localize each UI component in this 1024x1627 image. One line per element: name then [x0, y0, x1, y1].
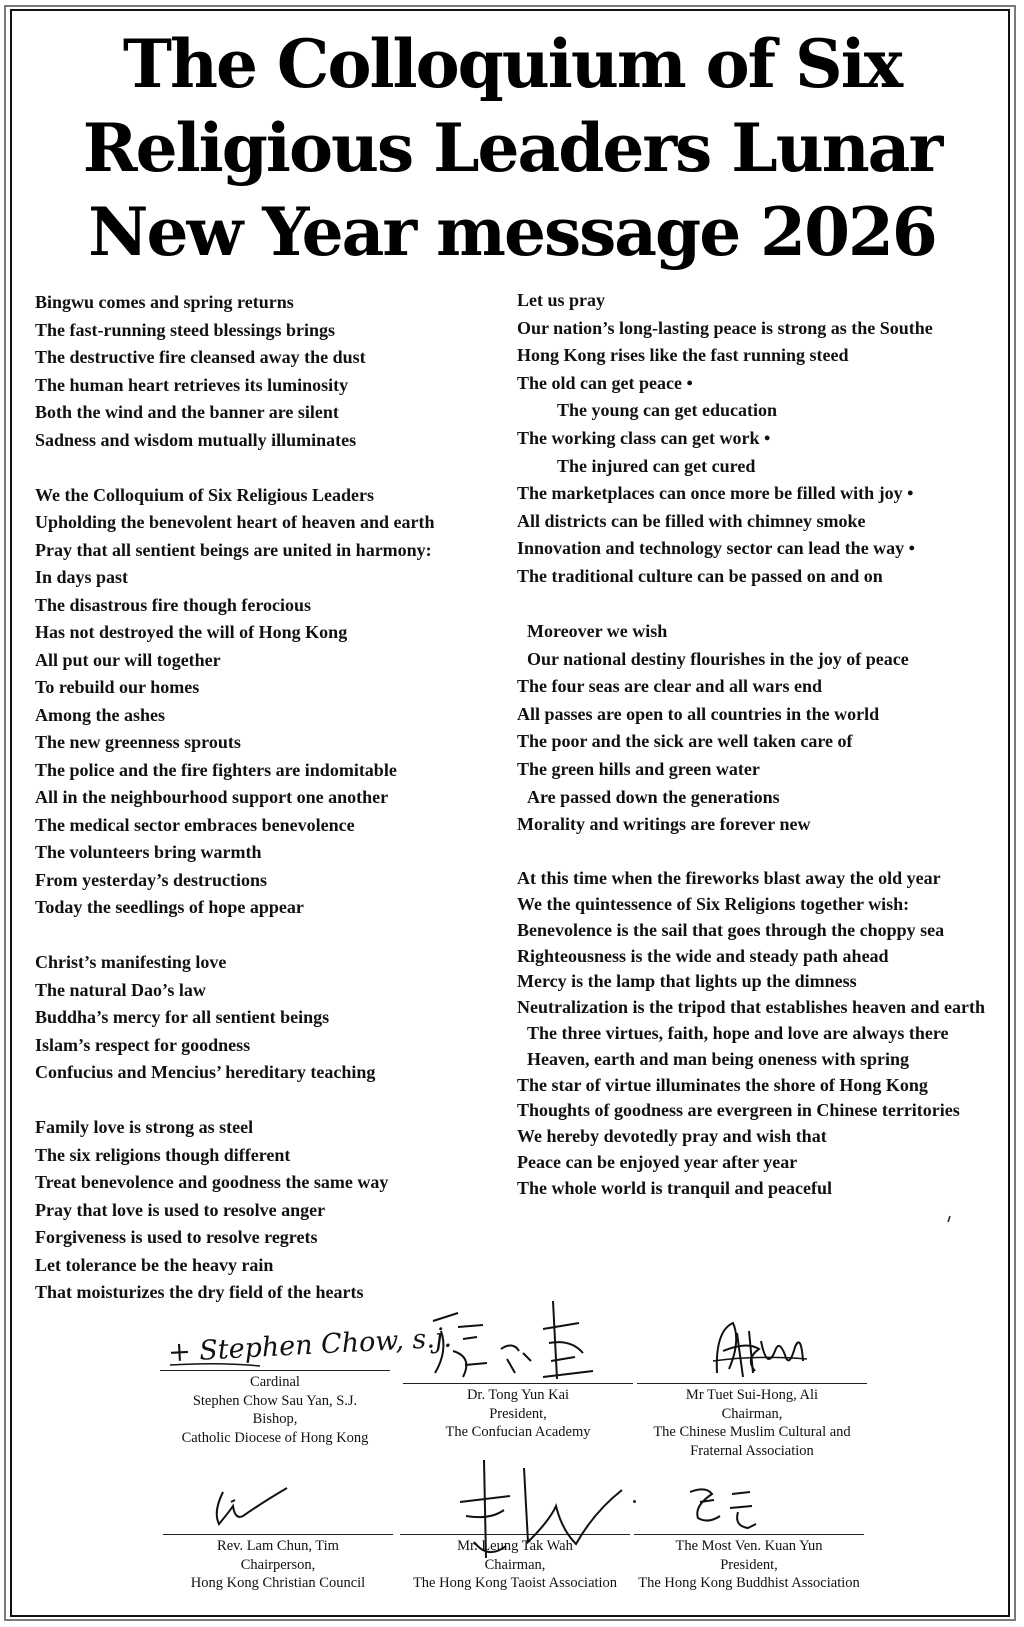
signatory-confucian	[403, 1383, 633, 1442]
poem-line: Buddha’s mercy for all sentient beings	[35, 1007, 330, 1027]
poem-line: All in the neighbourhood support one another	[35, 787, 389, 807]
poem-line: That moisturizes the dry field of the hearts	[35, 1282, 364, 1302]
poem-line: The destructive fire cleansed away the dust	[35, 347, 366, 367]
signatory-title: President,	[720, 1556, 778, 1573]
signatory-muslim	[637, 1383, 867, 1460]
signatory-organization: The Hong Kong Taoist Association	[412, 1575, 618, 1591]
poem-line: The police and the fire fighters are indomitable	[35, 759, 397, 780]
poem-line: Treat benevolence and goodness the same way	[35, 1172, 389, 1192]
signatory-name: Mr. Leung Tak Wah	[457, 1538, 573, 1554]
poem-line: Mercy is the lamp that lights up the dimness	[517, 971, 857, 992]
poem-line: Are passed down the generations	[527, 786, 780, 807]
stanza-break	[517, 591, 1017, 619]
poem-line: Our nation’s long-lasting peace is strong as the Southe	[517, 317, 933, 338]
signatory-title: Chairman,	[484, 1556, 546, 1573]
signatory-organization-cont: Fraternal Association	[690, 1442, 814, 1459]
poem-line: The old can get peace •	[517, 372, 693, 393]
poem-line: The green hills and green water	[517, 759, 760, 779]
poem-line: The whole world is tranquil and peaceful	[517, 1177, 833, 1198]
stanza-break	[35, 1087, 505, 1115]
poem-line: From yesterday’s destructions	[35, 869, 267, 890]
signatory-organization: The Confucian Academy	[445, 1424, 591, 1440]
poem-line: All put our will together	[35, 649, 221, 670]
poem-line: Pray that love is used to resolve anger	[35, 1199, 326, 1220]
signatory-christian-council	[163, 1534, 393, 1593]
poem-line: Pray that all sentient beings are united in harmony:	[35, 539, 432, 560]
poem-line: Sadness and wisdom mutually illuminates	[35, 429, 357, 450]
poem-line: We the Colloquium of Six Religious Leaders	[35, 484, 375, 505]
signature-stephen-chow	[160, 1322, 453, 1372]
poem-line: All districts can be filled with chimney smoke	[517, 510, 866, 531]
poem-line: We hereby devotedly pray and wish that	[517, 1126, 827, 1147]
poem-line: Our national destiny flourishes in the joy of peace	[527, 648, 909, 669]
svg-text:+ Stephen Chow, s.j.: + Stephen Chow, s.j.	[167, 1322, 453, 1369]
poem-line: Upholding the benevolent heart of heaven and earth	[35, 512, 435, 532]
poem-line: Family love is strong as steel	[35, 1117, 254, 1137]
left-message-column	[35, 289, 505, 1307]
poem-line: The four seas are clear and all wars end	[517, 676, 822, 697]
signatory-organization: Hong Kong Christian Council	[190, 1575, 366, 1591]
poem-line: Christ’s manifesting love	[35, 952, 227, 972]
poem-line: Today the seedlings of hope appear	[35, 897, 304, 917]
poem-line: All passes are open to all countries in the world	[517, 703, 880, 724]
poem-line: Has not destroyed the will of Hong Kong	[35, 622, 348, 642]
poem-line: The new greenness sprouts	[35, 732, 241, 752]
signatory-title: President,	[489, 1405, 547, 1422]
signature-tong-yun-kai	[403, 1291, 633, 1386]
poem-line: Innovation and technology sector can lead the way •	[517, 538, 915, 559]
poem-line: The six religions though different	[35, 1144, 291, 1165]
poem-line: Bingwu comes and spring returns	[35, 292, 294, 312]
signatory-organization: The Hong Kong Buddhist Association	[638, 1575, 860, 1591]
poem-line: Both the wind and the banner are silent	[35, 402, 339, 422]
poem-line: The volunteers bring warmth	[35, 842, 262, 862]
poem-line: Thoughts of goodness are evergreen in Chinese territories	[517, 1100, 960, 1121]
page-title: The Colloquium of Six Religious Leaders Lunar New Year message 2026	[82, 25, 942, 271]
signatory-name: Mr Tuet Sui-Hong, Ali	[685, 1387, 819, 1403]
poem-line: In days past	[35, 567, 129, 587]
poem-line: Moreover we wish	[527, 621, 668, 642]
signatory-organization: The Chinese Muslim Cultural and	[653, 1424, 851, 1440]
signatory-title: Chairperson,	[240, 1556, 316, 1573]
signatory-name: Stephen Chow Sau Yan, S.J.	[192, 1392, 358, 1409]
signatory-title: Chairman,	[721, 1405, 783, 1422]
poem-line: Among the ashes	[35, 704, 166, 725]
poem-line: The working class can get work •	[517, 427, 771, 448]
poem-line: Let tolerance be the heavy rain	[35, 1254, 274, 1275]
poem-line: The poor and the sick are well taken care of	[517, 731, 853, 752]
poem-line: The star of virtue illuminates the shore of Hong Kong	[517, 1074, 928, 1095]
poem-line: To rebuild our homes	[35, 677, 200, 697]
stray-dot	[633, 1500, 636, 1503]
poem-line: The natural Dao’s law	[35, 979, 206, 1000]
stray-mark	[947, 1216, 951, 1222]
signatory-title: Bishop,	[252, 1411, 298, 1427]
poem-line: The fast-running steed blessings brings	[35, 319, 336, 340]
signatory-role: Cardinal	[250, 1374, 300, 1390]
signature-area	[0, 1280, 1024, 1600]
poem-line: The injured can get cured	[557, 455, 756, 476]
poem-line: The disastrous fire though ferocious	[35, 594, 312, 615]
signatory-buddhist	[634, 1534, 864, 1593]
poem-line: The human heart retrieves its luminosity	[35, 374, 349, 395]
poem-line: Benevolence is the sail that goes through the choppy sea	[517, 919, 945, 940]
right-message-column	[517, 287, 1017, 1202]
poem-line: Confucius and Mencius’ hereditary teaching	[35, 1062, 376, 1082]
stanza-break	[35, 454, 505, 482]
poem-line: The marketplaces can once more be filled with joy •	[517, 483, 914, 504]
stanza-break	[35, 922, 505, 950]
poem-line: Forgiveness is used to resolve regrets	[35, 1227, 318, 1247]
poem-line: Let us pray	[517, 290, 606, 310]
signatory-organization: Catholic Diocese of Hong Kong	[181, 1429, 369, 1446]
signatory-name: The Most Ven. Kuan Yun	[675, 1538, 823, 1554]
poem-line: Peace can be enjoyed year after year	[517, 1152, 798, 1173]
signatory-name: Rev. Lam Chun, Tim	[217, 1538, 339, 1554]
poem-line: The traditional culture can be passed on and on	[517, 565, 883, 586]
poem-line: The young can get education	[557, 400, 778, 421]
poem-line: Islam’s respect for goodness	[35, 1034, 251, 1055]
poem-line: Neutralization is the tripod that establishes heaven and earth	[517, 997, 985, 1018]
poem-line: Heaven, earth and man being oneness with spring	[527, 1048, 910, 1069]
poem-line: The medical sector embraces benevolence	[35, 814, 355, 835]
stanza-break	[517, 839, 1017, 867]
poem-line: Hong Kong rises like the fast running steed	[517, 345, 849, 366]
signature-kuan-yun	[634, 1478, 864, 1536]
poem-line: At this time when the fireworks blast away the old year	[517, 868, 941, 889]
signatory-name: Dr. Tong Yun Kai	[466, 1387, 570, 1403]
signature-leung-tak-wah	[400, 1450, 630, 1570]
signatory-cardinal	[160, 1322, 453, 1447]
signature-tuet-sui-hong	[637, 1311, 867, 1386]
poem-line: We the quintessence of Six Religions together wish:	[517, 894, 910, 915]
signature-lam-chun-tim	[163, 1472, 393, 1537]
poem-line: The three virtues, faith, hope and love are always there	[527, 1023, 949, 1044]
poem-line: Righteousness is the wide and steady path ahead	[517, 945, 889, 966]
signatory-taoist	[400, 1534, 630, 1593]
poem-line: Morality and writings are forever new	[517, 814, 811, 835]
